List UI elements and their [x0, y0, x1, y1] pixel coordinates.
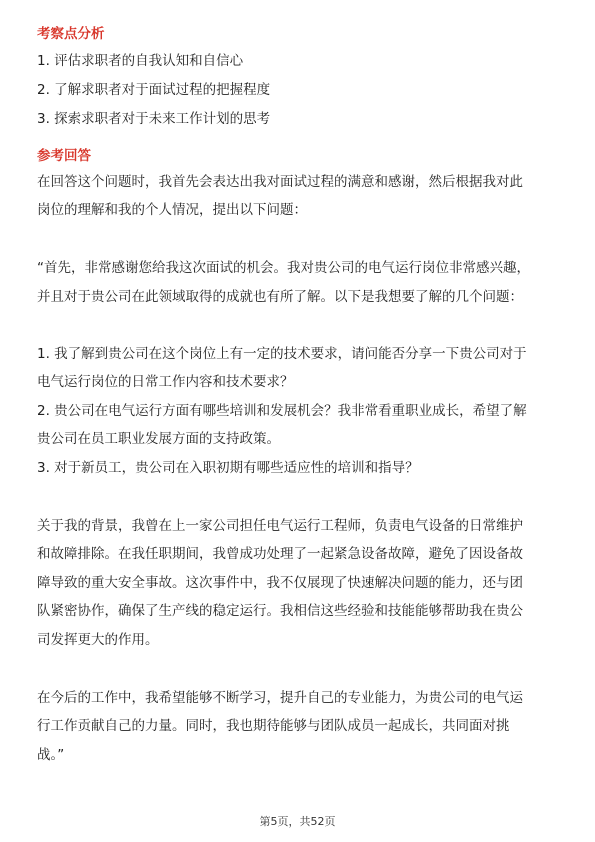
background-line: 障导致的重大安全事故。这次事件中，我不仅展现了快速解决问题的能力，还与团	[37, 575, 523, 591]
section-heading-answer: 参考回答	[37, 148, 91, 164]
analysis-item: 1. 评估求职者的自我认知和自信心	[37, 53, 244, 69]
paragraph-line: 并且对于贵公司在此领域取得的成就也有所了解。以下是我想要了解的几个问题：	[37, 289, 523, 305]
question-line: 3. 对于新员工，贵公司在入职初期有哪些适应性的培训和指导？	[37, 460, 419, 476]
closing-line: 在今后的工作中，我希望能够不断学习，提升自己的专业能力，为贵公司的电气运	[37, 690, 523, 706]
background-line: 司发挥更大的作用。	[37, 632, 159, 648]
section-heading-analysis: 考察点分析	[37, 26, 105, 42]
background-line: 和故障排除。在我任职期间，我曾成功处理了一起紧急设备故障，避免了因设备故	[37, 546, 523, 562]
background-line: 关于我的背景，我曾在上一家公司担任电气运行工程师，负责电气设备的日常维护	[37, 518, 523, 534]
background-line: 队紧密协作，确保了生产线的稳定运行。我相信这些经验和技能能够帮助我在贵公	[37, 603, 523, 619]
question-line: 电气运行岗位的日常工作内容和技术要求？	[37, 374, 294, 390]
closing-line: 行工作贡献自己的力量。同时，我也期待能够与团队成员一起成长，共同面对挑	[37, 718, 510, 734]
question-line: 1. 我了解到贵公司在这个岗位上有一定的技术要求，请问能否分享一下贵公司对于	[37, 346, 527, 362]
analysis-item: 3. 探索求职者对于未来工作计划的思考	[37, 111, 271, 127]
question-line: 贵公司在员工职业发展方面的支持政策。	[37, 431, 280, 447]
analysis-item: 2. 了解求职者对于面试过程的把握程度	[37, 82, 271, 98]
intro-line: 在回答这个问题时，我首先会表达出我对面试过程的满意和感谢，然后根据我对此	[37, 174, 523, 190]
intro-line: 岗位的理解和我的个人情况，提出以下问题：	[37, 202, 307, 218]
question-line: 2. 贵公司在电气运行方面有哪些培训和发展机会？我非常看重职业成长，希望了解	[37, 403, 527, 419]
page-number: 第5页，共52页	[259, 815, 336, 828]
closing-line: 战。”	[37, 747, 65, 763]
paragraph-line: “首先，非常感谢您给我这次面试的机会。我对贵公司的电气运行岗位非常感兴趣，	[37, 260, 530, 276]
